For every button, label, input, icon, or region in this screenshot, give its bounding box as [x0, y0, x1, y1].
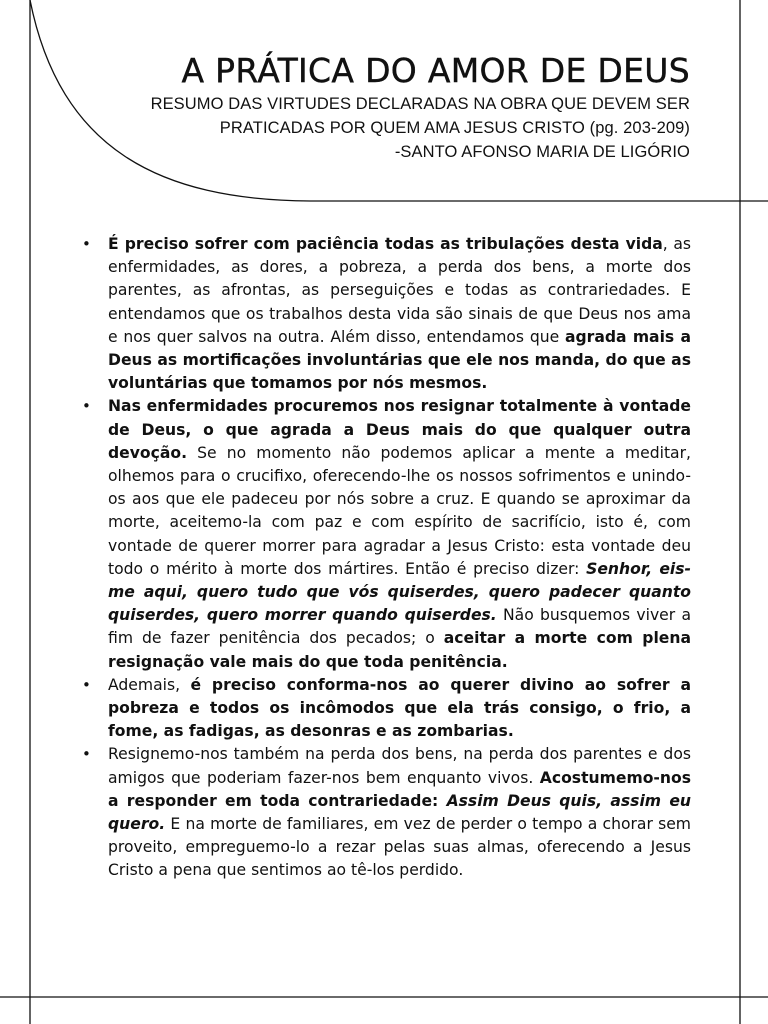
item-2-bold-text: Nas enfermidades procuremos nos resignar totalmente à vontade de Deus, o que agrada a Deus mais do que qualquer outra devoção. [108, 397, 691, 462]
item-3-bold-text: é preciso conforma-nos ao querer divino ao sofrer a pobreza e todos os incômodos que ela trás consigo, o frio, a fome, as fadigas, as desonras e as zombarias. [108, 675, 691, 741]
list-item-4 [80, 743, 691, 882]
item-2-bold-text-2: aceitar a morte com plena resignação vale mais do que toda penitência. [108, 629, 691, 671]
item-2-text: Se no momento não podemos aplicar a mente a meditar, olhemos para o crucifixo, oferecendo-lhe os nossos sofrimentos e unindo-os aos que ele padeceu por nós sobre a cruz. E quando se aproximar da morte, aceitemo-la com paz e com espírito de sacrifício, isto é, com vontade de querer morrer para agradar a Jesus Cristo: esta vontade deu todo o mérito à morte dos mártires. Então é preciso dizer: [108, 443, 691, 578]
subtitle-line-1: RESUMO DAS VIRTUDES DECLARADAS NA OBRA QUE DEVEM SER [150, 95, 690, 113]
item-4-quote: Assim Deus quis, assim eu quero. [108, 791, 692, 834]
item-2-text-2: Não busquemos viver a fim de fazer penitência dos pecados; o [108, 606, 691, 648]
item-1-bold-text: É preciso sofrer com paciência todas as tribulações desta vida [108, 235, 663, 253]
bullet-icon: • [82, 397, 91, 416]
item-3-text: Ademais, [108, 675, 191, 694]
item-1-text: , as enfermidades, as dores, a pobreza, a perda dos bens, a morte dos parentes, as afrontas, as perseguições e todas as contrariedades. E entendamos que os trabalhos desta vida são sinais de que Deus nos ama e nos quer salvos na outra. Além disso, entendamos que [108, 235, 692, 346]
bullet-icon: • [82, 745, 91, 764]
list-item-2 [80, 395, 691, 673]
document-body [80, 233, 691, 883]
document-title: A PRÁTICA DO AMOR DE DEUS [181, 51, 690, 90]
bullet-icon: • [82, 675, 91, 694]
subtitle-line-2: PRATICADAS POR QUEM AMA JESUS CRISTO (pg. 203-209) [219, 119, 690, 137]
item-1-bold-text-2: agrada mais a Deus as mortificações involuntárias que ele nos manda, do que as voluntárias que tomamos por nós mesmos. [108, 327, 691, 393]
item-4-text-2: E na morte de familiares, em vez de perder o tempo a chorar sem proveito, empreguemo-lo a rezar pelas suas almas, oferecendo a Jesus Cristo a pena que sentimos ao tê-los perdido. [108, 815, 691, 880]
list-item-1 [80, 233, 691, 395]
bullet-icon: • [82, 235, 91, 253]
author-line: -SANTO AFONSO MARIA DE LIGÓRIO [394, 143, 690, 161]
item-4-text: Resignemo-nos também na perda dos bens, na perda dos parentes e dos amigos que poderiam fazer-nos bem enquanto vivos. [108, 745, 691, 787]
list-item-3 [80, 674, 691, 744]
bullet-list [80, 233, 691, 883]
document-header [90, 50, 690, 164]
item-4-bold-text: Acostumemo-nos a responder em toda contrariedade: [108, 768, 691, 810]
item-2-prayer-quote: Senhor, eis-me aqui, quero tudo que vós quiserdes, quero padecer quanto quiserdes, quero morrer quando quiserdes. [108, 559, 692, 625]
